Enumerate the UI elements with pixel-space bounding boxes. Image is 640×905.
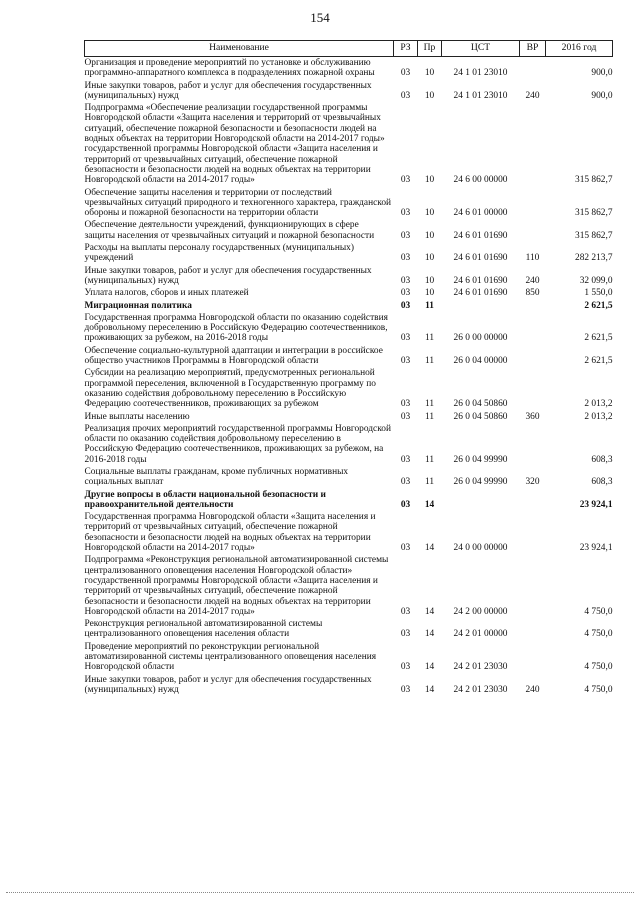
row-cst: 26 0 04 50860 xyxy=(453,399,508,410)
row-vr xyxy=(520,300,546,312)
row-vr xyxy=(520,102,546,186)
table-row xyxy=(85,554,613,618)
row-vr: 240 xyxy=(525,275,540,286)
table-row xyxy=(85,489,613,512)
row-vr xyxy=(520,312,546,345)
row-vr: 240 xyxy=(525,90,540,101)
row-name: Реализация прочих мероприятий государственной программы Новгородской области по оказанию содействия добровольному переселению в Российскую Федерацию соотечественников, проживающих за рубежом, на 2016-2018 годы xyxy=(84,423,392,465)
row-cst: 24 1 01 23010 xyxy=(453,90,508,101)
row-pr: 10 xyxy=(424,288,435,299)
row-rz: 03 xyxy=(400,477,411,488)
row-cst: 24 6 01 01690 xyxy=(453,288,508,299)
row-name: Обеспечение деятельности учреждений, функционирующих в сфере защиты населения от чрезвычайных ситуаций и пожарной безопасности xyxy=(84,220,375,241)
row-amount: 2 621,5 xyxy=(584,300,613,311)
header-year: 2016 год xyxy=(546,41,613,57)
row-vr xyxy=(520,57,546,80)
header-vr: ВР xyxy=(520,41,546,57)
row-name: Организация и проведение мероприятий по установке и обслуживанию программно-аппаратного комплекса в подразделениях пожарной охраны xyxy=(84,58,375,79)
table-row xyxy=(85,641,613,674)
row-name: Подпрограмма «Реконструкция региональной автоматизированной системы централизованного оповещения населения Новгородской области» государственной программы Новгородской области «Защита населения и территорий от чрезвычайных ситуаций, обеспечение пожарной безопасности и безопасности людей на водных объектах на территории Новгородской области на 2014-2017 годы» xyxy=(84,555,389,617)
row-vr: 320 xyxy=(525,477,540,488)
table-row xyxy=(85,287,613,299)
row-rz: 03 xyxy=(400,399,411,410)
row-amount: 1 550,0 xyxy=(584,288,613,299)
row-vr xyxy=(520,367,546,410)
row-name: Иные закупки товаров, работ и услуг для обеспечения государственных (муниципальных) нужд xyxy=(84,80,372,101)
page-number: 154 xyxy=(310,10,330,25)
row-amount: 2 013,2 xyxy=(584,399,613,410)
table-row xyxy=(85,367,613,410)
row-rz: 03 xyxy=(400,275,411,286)
row-name: Социальные выплаты гражданам, кроме публичных нормативных социальных выплат xyxy=(84,466,349,488)
row-rz: 03 xyxy=(400,68,411,79)
row-name: Обеспечение защиты населения и территории от последствий чрезвычайных ситуаций природного и техногенного характера, гражданской обороны и пожарной безопасности на территории области xyxy=(84,187,392,219)
row-vr: 110 xyxy=(525,253,540,264)
row-rz: 03 xyxy=(400,454,411,465)
row-vr xyxy=(520,511,546,554)
row-amount: 2 621,5 xyxy=(584,333,613,344)
row-name: Миграционная политика xyxy=(84,300,192,311)
row-rz: 03 xyxy=(400,356,411,367)
table-row xyxy=(85,466,613,489)
table-row xyxy=(85,242,613,265)
row-cst: 24 6 01 01690 xyxy=(453,230,508,241)
row-amount: 4 750,0 xyxy=(584,629,613,640)
row-cst: 24 2 01 00000 xyxy=(453,629,508,640)
row-pr: 11 xyxy=(424,356,435,367)
row-vr xyxy=(520,641,546,674)
row-amount: 32 099,0 xyxy=(579,275,613,286)
row-rz: 03 xyxy=(400,90,411,101)
row-amount: 900,0 xyxy=(591,90,613,101)
table-header-row xyxy=(85,41,613,57)
row-rz: 03 xyxy=(400,300,411,311)
row-amount: 315 862,7 xyxy=(575,208,613,219)
table-row xyxy=(85,411,613,423)
row-name: Расходы на выплаты персоналу государственных (муниципальных) учреждений xyxy=(84,243,354,264)
row-rz: 03 xyxy=(400,684,411,695)
header-cst: ЦСТ xyxy=(442,41,520,57)
row-name: Государственная программа Новгородской области «Защита населения и территорий от чрезвычайных ситуаций, обеспечение пожарной безопасности и безопасности людей на водных объектах на территории Новгородской области на 2014-2017 годы» xyxy=(84,512,376,554)
row-cst: 24 0 00 00000 xyxy=(453,543,508,554)
row-pr: 11 xyxy=(425,300,434,311)
row-rz: 03 xyxy=(400,208,411,219)
row-amount: 2 621,5 xyxy=(584,356,613,367)
row-pr: 11 xyxy=(424,333,435,344)
table-row xyxy=(85,300,613,312)
row-rz: 03 xyxy=(400,543,411,554)
table-row xyxy=(85,511,613,554)
table-row xyxy=(85,674,613,697)
row-vr xyxy=(520,423,546,466)
row-rz: 03 xyxy=(400,499,411,510)
row-name: Обеспечение социально-культурной адаптации и интеграции в российское общество участников Программы в Новгородской области xyxy=(84,345,383,367)
row-pr: 10 xyxy=(424,253,435,264)
row-pr: 10 xyxy=(424,175,435,186)
table-row xyxy=(85,618,613,641)
header-rz: РЗ xyxy=(394,41,418,57)
row-amount: 608,3 xyxy=(591,454,613,465)
row-pr: 10 xyxy=(424,230,435,241)
row-cst: 26 0 00 00000 xyxy=(453,333,508,344)
row-name: Субсидии на реализацию мероприятий, предусмотренных региональной программой переселения, включенной в Государственную программу по оказанию содействия добровольному переселению в Российскую Федерацию соотечественников, проживающих за рубежом xyxy=(84,368,376,410)
table-row xyxy=(85,102,613,186)
row-cst: 24 1 01 23010 xyxy=(453,68,508,79)
table-row xyxy=(85,57,613,80)
row-amount: 4 750,0 xyxy=(584,662,613,673)
row-rz: 03 xyxy=(400,606,411,617)
row-amount: 4 750,0 xyxy=(584,684,613,695)
table-row xyxy=(85,423,613,466)
row-vr xyxy=(520,554,546,618)
row-name: Государственная программа Новгородской области по оказанию содействия добровольному переселению в Российскую Федерацию соотечественников, проживающих за рубежом, на 2016-2018 годы xyxy=(84,312,388,344)
table-row xyxy=(85,80,613,103)
row-amount: 23 924,1 xyxy=(579,543,613,554)
row-vr: 240 xyxy=(525,684,540,695)
row-amount: 315 862,7 xyxy=(575,175,613,186)
row-pr: 10 xyxy=(424,90,435,101)
row-vr: 360 xyxy=(525,411,540,422)
row-cst: 24 2 00 00000 xyxy=(453,606,508,617)
row-rz: 03 xyxy=(400,230,411,241)
row-rz: 03 xyxy=(400,253,411,264)
row-vr xyxy=(520,489,546,512)
row-amount: 2 013,2 xyxy=(584,411,613,422)
row-name: Уплата налогов, сборов и иных платежей xyxy=(84,288,249,299)
table-row xyxy=(85,187,613,220)
row-rz: 03 xyxy=(400,288,411,299)
row-pr: 11 xyxy=(424,454,435,465)
row-amount: 23 924,1 xyxy=(579,499,613,510)
row-amount: 608,3 xyxy=(591,477,613,488)
table-row xyxy=(85,345,613,368)
row-name: Подпрограмма «Обеспечение реализации государственной программы Новгородской области «Защита населения и территорий от чрезвычайных ситуаций, обеспечение пожарной безопасности и безопасности людей на водных объектах на территории Новгородской области на 2014-2017 годы» государственной программы Новгородской области «Защита населения и территорий от чрезвычайных ситуаций, обеспечение пожарной безопасности и безопасности людей на водных объектах на территории Новгородской области на 2014-2017 годы» xyxy=(84,103,385,186)
row-pr: 10 xyxy=(424,68,435,79)
row-pr: 11 xyxy=(424,477,435,488)
row-cst: 24 2 01 23030 xyxy=(453,662,508,673)
row-rz: 03 xyxy=(400,662,411,673)
row-cst xyxy=(442,489,520,512)
row-pr: 14 xyxy=(424,543,435,554)
row-amount: 4 750,0 xyxy=(584,606,613,617)
row-cst: 24 6 01 01690 xyxy=(453,275,508,286)
row-name: Реконструкция региональной автоматизированной системы централизованного оповещения населения области xyxy=(84,619,323,640)
row-name: Иные закупки товаров, работ и услуг для обеспечения государственных (муниципальных) нужд xyxy=(84,674,372,695)
row-cst: 24 2 01 23030 xyxy=(453,684,508,695)
row-cst: 24 6 00 00000 xyxy=(453,175,508,186)
page-bottom-rule xyxy=(6,892,634,893)
row-cst xyxy=(442,300,520,312)
row-vr: 850 xyxy=(525,288,540,299)
row-amount: 315 862,7 xyxy=(575,230,613,241)
row-pr: 14 xyxy=(424,629,435,640)
row-pr: 14 xyxy=(424,662,435,673)
row-vr xyxy=(520,219,546,242)
row-pr: 14 xyxy=(424,606,435,617)
row-pr: 10 xyxy=(424,208,435,219)
row-rz: 03 xyxy=(400,175,411,186)
row-name: Иные выплаты населению xyxy=(84,411,190,422)
row-amount: 282 213,7 xyxy=(575,253,613,264)
row-pr: 14 xyxy=(424,684,435,695)
row-rz: 03 xyxy=(400,333,411,344)
row-pr: 14 xyxy=(424,499,435,510)
row-name: Другие вопросы в области национальной безопасности и правоохранительной деятельности xyxy=(84,489,326,510)
row-pr: 11 xyxy=(424,399,435,410)
budget-table xyxy=(84,40,613,696)
row-cst: 26 0 04 99990 xyxy=(453,454,508,465)
table-row xyxy=(85,265,613,288)
row-cst: 26 0 04 50860 xyxy=(453,411,508,422)
row-pr: 10 xyxy=(424,275,435,286)
row-name: Иные закупки товаров, работ и услуг для обеспечения государственных (муниципальных) нужд xyxy=(84,265,372,286)
header-pr: Пр xyxy=(418,41,442,57)
row-rz: 03 xyxy=(400,411,411,422)
header-name: Наименование xyxy=(85,41,394,57)
row-amount: 900,0 xyxy=(591,68,613,79)
row-cst: 26 0 04 00000 xyxy=(453,356,508,367)
row-cst: 24 6 01 00000 xyxy=(453,208,508,219)
row-pr: 11 xyxy=(424,411,435,422)
row-vr xyxy=(520,618,546,641)
row-vr xyxy=(520,187,546,220)
row-name: Проведение мероприятий по реконструкции региональной автоматизированной системы централизованного оповещения населения Новгородской области xyxy=(84,641,377,673)
row-cst: 24 6 01 01690 xyxy=(453,253,508,264)
row-rz: 03 xyxy=(400,629,411,640)
table-row xyxy=(85,219,613,242)
table-row xyxy=(85,312,613,345)
row-cst: 26 0 04 99990 xyxy=(453,477,508,488)
row-vr xyxy=(520,345,546,368)
